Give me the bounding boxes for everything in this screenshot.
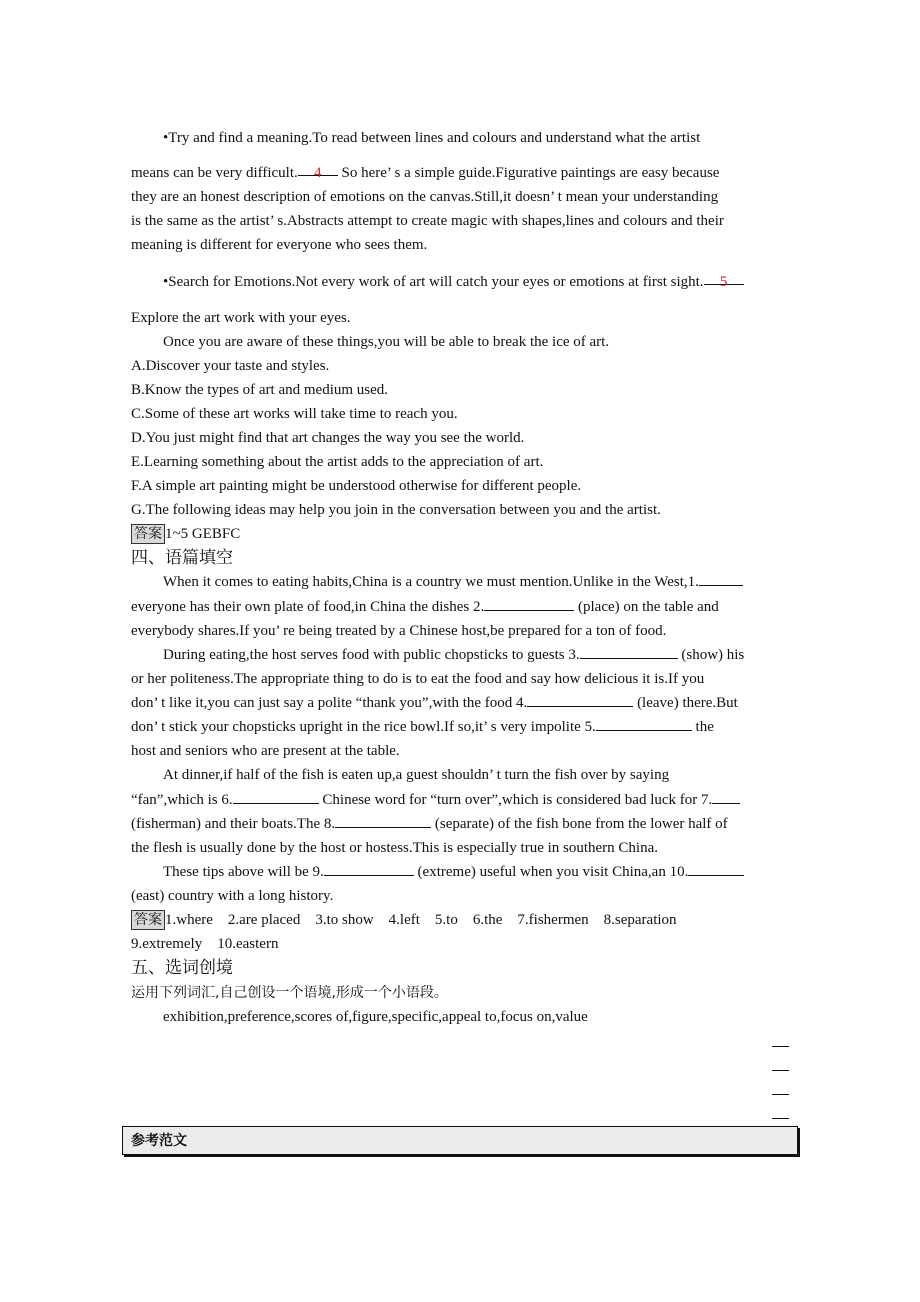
blank xyxy=(233,789,319,804)
reference-essay-box xyxy=(122,1126,798,1155)
passage-line: At dinner,if half of the fish is eaten up,a guest shouldn’ t turn the fish over by saying xyxy=(163,767,670,783)
text: everyone has their own plate of food,in China the dishes 2. xyxy=(131,599,485,615)
blank-answer: 4 xyxy=(314,165,322,181)
text: These tips above will be 9. xyxy=(163,864,324,880)
option-f: F.A simple art painting might be understood otherwise for different people. xyxy=(131,478,582,494)
text: (place) on the table and xyxy=(574,599,719,615)
text: (show) his xyxy=(677,647,745,663)
option-g: G.The following ideas may help you join in the conversation between you and the artist. xyxy=(131,502,661,518)
blank-4 xyxy=(298,161,338,181)
reading-line: Explore the art work with your eyes. xyxy=(131,310,351,326)
passage-line: or her politeness.The appropriate thing to do is to eat the food and say how delicious it is.If you xyxy=(131,671,705,687)
text: don’ t stick your chopsticks upright in the rice bowl.If so,it’ s very impolite 5. xyxy=(131,719,596,735)
blank xyxy=(324,861,414,876)
passage-line xyxy=(131,715,791,739)
reading-line: they are an honest description of emotions on the canvas.Still,it doesn’ t mean your understanding xyxy=(131,189,719,205)
option-e: E.Learning something about the artist adds to the appreciation of art. xyxy=(131,454,544,470)
passage-line: host and seniors who are present at the table. xyxy=(131,743,400,759)
answer-line-dash xyxy=(772,1046,789,1047)
answer-tag: 答案 xyxy=(131,910,165,930)
blank xyxy=(527,692,633,707)
text: (fisherman) and their boats.The 8. xyxy=(131,816,336,832)
blank xyxy=(484,596,574,611)
answer-line-dash xyxy=(772,1094,789,1095)
text: “fan”,which is 6. xyxy=(131,792,233,808)
text: So here’ s a simple guide.Figurative paintings are easy because xyxy=(337,165,720,181)
reading-line: •Try and find a meaning.To read between lines and colours and understand what the artist xyxy=(163,130,701,146)
blank xyxy=(596,716,692,731)
passage-line xyxy=(131,595,791,619)
text: (separate) of the fish bone from the lower half of xyxy=(431,816,728,832)
text: means can be very difficult. xyxy=(131,165,298,181)
option-d: D.You just might find that art changes the way you see the world. xyxy=(131,430,525,446)
answer-text: 1.where 2.are placed 3.to show 4.left 5.to 6.the 7.fishermen 8.separation xyxy=(165,912,677,928)
answer-line-dash xyxy=(772,1118,789,1119)
passage-line xyxy=(163,570,823,594)
passage-line xyxy=(163,643,823,667)
passage-line xyxy=(131,812,791,836)
blank-answer: 5 xyxy=(719,274,728,290)
word-list: exhibition,preference,scores of,figure,specific,appeal to,focus on,value xyxy=(163,1009,588,1025)
reading-line xyxy=(163,270,823,294)
blank xyxy=(712,789,740,804)
answer-line xyxy=(131,522,791,546)
blank xyxy=(699,571,743,586)
section-heading: 五、选词创境 xyxy=(131,958,233,978)
passage-line xyxy=(163,860,823,884)
option-a: A.Discover your taste and styles. xyxy=(131,358,330,374)
option-c: C.Some of these art works will take time to reach you. xyxy=(131,406,458,422)
instruction: 运用下列词汇,自己创设一个语境,形成一个小语段。 xyxy=(131,985,448,1001)
text: the xyxy=(691,719,714,735)
blank-5 xyxy=(704,270,744,290)
text: don’ t like it,you can just say a polite “thank you”,with the food 4. xyxy=(131,695,528,711)
blank xyxy=(580,644,678,659)
reading-line xyxy=(131,161,791,185)
blank xyxy=(688,861,744,876)
reading-line: meaning is different for everyone who sees them. xyxy=(131,237,428,253)
answer-line xyxy=(131,908,791,932)
passage-line: everybody shares.If you’ re being treated by a Chinese host,be prepared for a ton of food. xyxy=(131,623,667,639)
text: When it comes to eating habits,China is a country we must mention.Unlike in the West,1. xyxy=(163,574,699,590)
text: Chinese word for “turn over”,which is considered bad luck for 7. xyxy=(318,792,713,808)
reading-line: Once you are aware of these things,you will be able to break the ice of art. xyxy=(163,334,610,350)
section-heading: 四、语篇填空 xyxy=(131,548,233,568)
text: During eating,the host serves food with public chopsticks to guests 3. xyxy=(163,647,580,663)
passage-line: the flesh is usually done by the host or hostess.This is especially true in southern China. xyxy=(131,840,659,856)
passage-line: (east) country with a long history. xyxy=(131,888,334,904)
answer-line: 9.extremely 10.eastern xyxy=(131,936,279,952)
reference-essay-label: 参考范文 xyxy=(131,1133,187,1149)
answer-line-dash xyxy=(772,1070,789,1071)
passage-line xyxy=(131,691,791,715)
reading-line: is the same as the artist’ s.Abstracts attempt to create magic with shapes,lines and colours and their xyxy=(131,213,724,229)
blank xyxy=(335,813,431,828)
text: (leave) there.But xyxy=(633,695,738,711)
answer-tag: 答案 xyxy=(131,524,165,544)
passage-line xyxy=(131,788,791,812)
text: •Search for Emotions.Not every work of art will catch your eyes or emotions at first sight. xyxy=(163,274,704,290)
option-b: B.Know the types of art and medium used. xyxy=(131,382,389,398)
answer-text: 1~5 GEBFC xyxy=(165,526,241,542)
text: (extreme) useful when you visit China,an 10. xyxy=(413,864,689,880)
